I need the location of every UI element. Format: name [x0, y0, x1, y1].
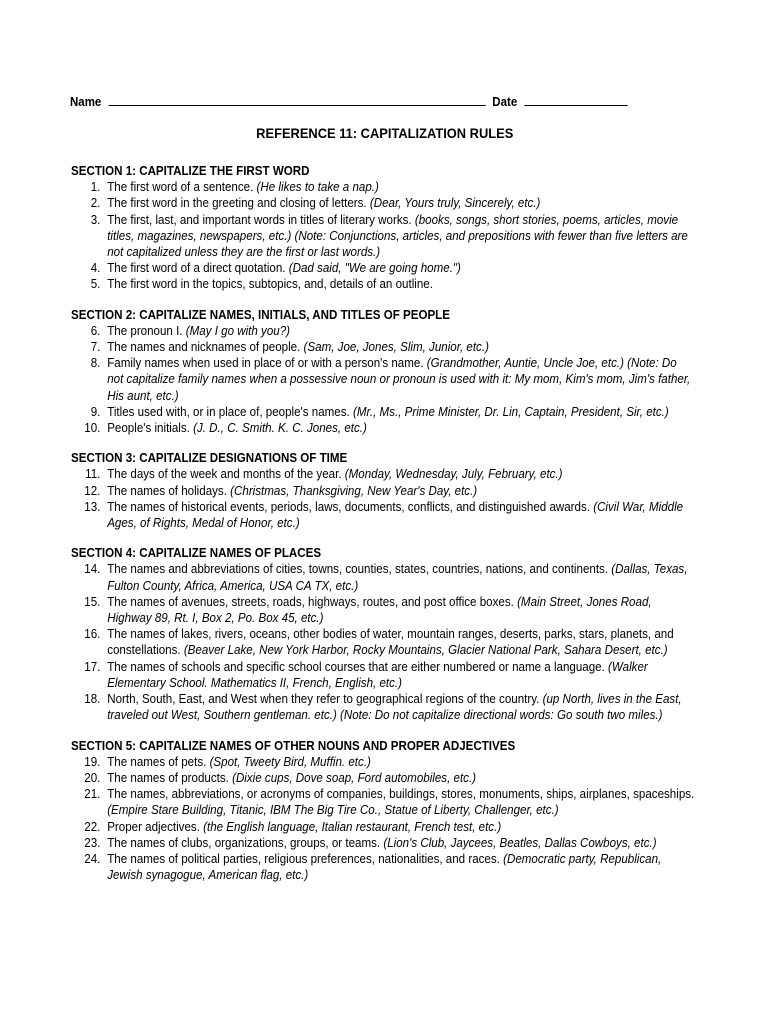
rule-text: Family names when used in place of or with a person's name. — [107, 355, 427, 371]
rule-example: (Christmas, Thanksgiving, New Year's Day, etc.) — [230, 482, 478, 498]
rule-example: (Democratic party, Republican, Jewish synagogue, American flag, etc.) — [107, 850, 662, 883]
rule-item — [104, 594, 696, 626]
rule-example: (J. D., C. Smith. K. C. Jones, etc.) — [193, 420, 367, 436]
rule-item — [104, 195, 696, 211]
section-2 — [71, 307, 695, 437]
name-date-header — [70, 94, 622, 112]
rule-example: (Grandmother, Auntie, Uncle Joe, etc.) (Note: Do not capitalize family names when a possessive noun or pronoun is used with it: My mom, Kim's mom, Jim's father, His aunt, etc.) — [107, 355, 691, 403]
rule-text: The pronoun I. — [107, 322, 186, 338]
rule-example: (Dallas, Texas, Fulton County, Africa, America, USA CA TX, etc.) — [107, 561, 688, 593]
rule-text: The names of schools and specific school courses that are either numbered or name a language. — [107, 658, 609, 674]
rule-text: The names of holidays. — [107, 482, 231, 498]
rule-item — [104, 835, 696, 851]
rule-item — [104, 323, 696, 339]
section-heading: SECTION 3: CAPITALIZE DESIGNATIONS OF TIME — [71, 450, 348, 466]
section-heading: SECTION 1: CAPITALIZE THE FIRST WORD — [71, 163, 310, 178]
rule-example: (Walker Elementary School. Mathematics II, French, English, etc.) — [107, 658, 648, 690]
rule-item — [104, 483, 696, 499]
rule-text: The first, last, and important words in titles of literary works. — [107, 211, 415, 227]
rule-text: Proper adjectives. — [107, 818, 204, 834]
rule-example: (the English language, Italian restaurant, French test, etc.) — [203, 818, 502, 834]
rule-item — [104, 212, 696, 261]
section-heading: SECTION 5: CAPITALIZE NAMES OF OTHER NOUNS AND PROPER ADJECTIVES — [71, 737, 516, 753]
rule-example: (Lion's Club, Jaycees, Beatles, Dallas Cowboys, etc.) — [383, 834, 657, 850]
section-1 — [71, 163, 695, 293]
page-title — [0, 125, 770, 141]
rule-text: Titles used with, or in place of, people's names. — [107, 403, 353, 419]
section-heading: SECTION 4: CAPITALIZE NAMES OF PLACES — [71, 545, 322, 561]
rule-example: (He likes to take a nap.) — [256, 179, 379, 195]
rule-text: The names, abbreviations, or acronyms of companies, buildings, stores, monuments, ships, airplanes, spaceships. — [107, 786, 695, 802]
rule-example: (Civil War, Middle Ages, of Rights, Medal of Honor, etc.) — [107, 498, 684, 531]
rule-list — [71, 466, 695, 531]
rule-item — [104, 819, 696, 835]
rule-item — [104, 260, 696, 276]
rule-item — [104, 179, 696, 195]
rule-list — [71, 754, 695, 884]
rule-example: (Mr., Ms., Prime Minister, Dr. Lin, Captain, President, Sir, etc.) — [352, 403, 669, 419]
rule-text: The names of historical events, periods, laws, documents, conflicts, and distinguished awards. — [107, 498, 594, 514]
rule-text: The names of lakes, rivers, oceans, other bodies of water, mountain ranges, deserts, parks, stars, planets, and constellations. — [107, 626, 674, 658]
rule-example: (Empire Stare Building, Titanic, IBM The Big Tire Co., Statue of Liberty, Challenger, etc.) — [107, 802, 559, 818]
name-field[interactable] — [108, 94, 485, 106]
rule-item — [104, 355, 696, 404]
rule-example: (Sam, Joe, Jones, Slim, Junior, etc.) — [303, 339, 489, 355]
section-4 — [71, 545, 695, 723]
rule-text: The names and abbreviations of cities, towns, counties, states, countries, nations, and continents. — [107, 561, 612, 577]
rule-example: (up North, lives in the East, traveled out West, Southern gentleman. etc.) (Note: Do not capitalize directional words: Go south two miles.) — [107, 691, 682, 723]
rule-text: The names of pets. — [107, 753, 210, 769]
section-3 — [71, 450, 695, 531]
name-label: Name — [70, 95, 102, 109]
rule-text: The names of political parties, religious preferences, nationalities, and races. — [107, 850, 504, 866]
rules-body — [71, 163, 695, 897]
rule-example: (Monday, Wednesday, July, February, etc.) — [344, 466, 563, 482]
rule-text: North, South, East, and West when they refer to geographical regions of the country. — [107, 691, 543, 707]
rule-example: (Main Street, Jones Road, Highway 89, Rt. I, Box 2, Po. Box 45, etc.) — [107, 593, 652, 626]
rule-text: The first word of a sentence. — [107, 179, 257, 195]
section-5 — [71, 738, 695, 884]
rule-item — [104, 754, 696, 770]
rule-example: (May I go with you?) — [185, 322, 291, 338]
rule-item — [104, 770, 696, 786]
rule-item — [104, 466, 696, 482]
rule-text: The first word in the topics, subtopics, and, details of an outline. — [107, 276, 433, 292]
date-field[interactable] — [524, 94, 627, 106]
rule-example: (Spot, Tweety Bird, Muffin. etc.) — [209, 753, 371, 769]
rule-example: (Beaver Lake, New York Harbor, Rocky Mountains, Glacier National Park, Sahara Desert, etc.) — [183, 642, 668, 658]
page-title-text: REFERENCE 11: CAPITALIZATION RULES — [256, 125, 514, 141]
rule-text: The days of the week and months of the year. — [107, 466, 345, 482]
rule-item — [104, 561, 696, 593]
rule-text: The names of clubs, organizations, groups, or teams. — [107, 834, 384, 850]
rule-text: The first word in the greeting and closing of letters. — [107, 195, 370, 211]
rule-text: The names and nicknames of people. — [107, 339, 304, 355]
rule-item — [104, 691, 696, 723]
rule-example: (Dear, Yours truly, Sincerely, etc.) — [369, 195, 541, 211]
rule-text: The names of products. — [107, 769, 233, 785]
rule-item — [104, 626, 696, 658]
rule-item — [104, 851, 696, 883]
rule-list — [71, 323, 695, 436]
rule-item — [104, 404, 696, 420]
rule-example: (Dixie cups, Dove soap, Ford automobiles, etc.) — [232, 769, 477, 785]
section-heading: SECTION 2: CAPITALIZE NAMES, INITIALS, AND TITLES OF PEOPLE — [71, 306, 450, 322]
rule-item — [104, 339, 696, 355]
rule-list — [71, 561, 695, 723]
date-label: Date — [492, 95, 518, 109]
rule-example: (Dad said, "We are going home.") — [288, 260, 461, 276]
rule-text: The first word of a direct quotation. — [107, 260, 289, 276]
rule-item — [104, 276, 696, 292]
rule-item — [104, 420, 696, 436]
rule-item — [104, 786, 696, 818]
rule-item — [104, 499, 696, 531]
rule-item — [104, 659, 696, 691]
rule-list — [71, 179, 695, 292]
rule-text: The names of avenues, streets, roads, highways, routes, and post office boxes. — [107, 593, 518, 609]
rule-example: (books, songs, short stories, poems, articles, movie titles, magazines, newspapers, etc.) (Note: Conjunctions, articles, and prepositions with fewer than five letters are not capitalized unless they are the first or last words.) — [107, 211, 688, 260]
rule-text: People's initials. — [107, 420, 194, 436]
